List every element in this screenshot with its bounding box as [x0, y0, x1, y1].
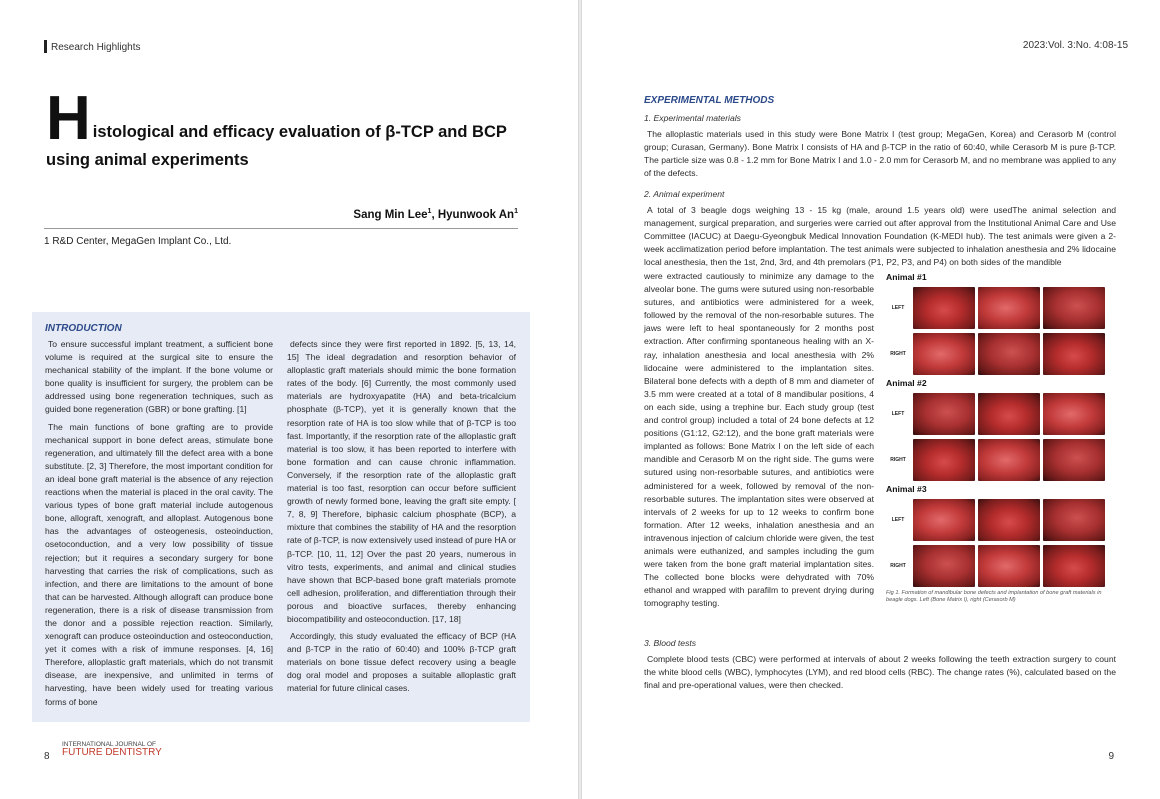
issue-info: 2023:Vol. 3:No. 4:08-15 [1022, 40, 1128, 51]
surgery-photo [1043, 545, 1105, 587]
paragraph: The alloplastic materials used in this study were Bone Matrix I (test group; MegaGen, Korea) and Cerasorb M (control group; Curasan, Germany). Bone Matrix I consists of HA and β-TCP in the ratio of 60:40, while Cerasorb M is pure β-TCP. The particle size was 0.8 - 1.2 mm for Bone Matrix I and 1.0 - 2.0 mm for Cerasorb M, and no membrane was applied to any of the defects. [644, 129, 1116, 179]
surgery-photo [1043, 439, 1105, 481]
running-head-label: Research Highlights [51, 42, 141, 53]
photo-row [886, 438, 1120, 482]
affiliation: 1 R&D Center, MegaGen Implant Co., Ltd. [44, 236, 232, 247]
journal-name-small: INTERNATIONAL JOURNAL OF [62, 741, 157, 748]
surgery-photo [913, 439, 975, 481]
surgery-photo [978, 499, 1040, 541]
figure-animal-1 [886, 272, 1120, 376]
photo-row [886, 498, 1120, 542]
introduction-box [32, 312, 530, 722]
title-drop-cap: H [46, 84, 91, 153]
animal-label: Animal #2 [886, 378, 927, 388]
materials-text [644, 128, 1116, 180]
surgery-photo [978, 287, 1040, 329]
surgery-photo [1043, 499, 1105, 541]
photo-row [886, 544, 1120, 588]
author-list [353, 208, 518, 221]
subsection-heading: 2. Animal experiment [644, 189, 725, 199]
surgery-photo [978, 333, 1040, 375]
running-head [44, 40, 141, 53]
surgery-photo [913, 333, 975, 375]
surgery-photo [978, 393, 1040, 435]
subsection-heading: 1. Experimental materials [644, 113, 741, 123]
paragraph: A total of 3 beagle dogs weighing 13 - 15 kg (male, around 1.5 years old) were usedThe animal selection and management, surgical preparation, and surgeries were carried out after approval from the Institutional Animal Care and Use Committee (IACUC) at Daegu-Gyeongbuk Medical Innovation Foundation (K-MEDI hub). The test animals were given a 2-week acclimatization period before implantation. The test animals were subjected to inhalation anesthesia and 2% lidocaine local anesthesia, then the 1st, 2nd, 3rd, and 4th premolars (P1, P2, P3, and P4) on both sides of the mandible [644, 205, 1116, 268]
paragraph: Complete blood tests (CBC) were performed at intervals of about 2 weeks following the teeth extraction surgery to count the white blood cells (WBC), lymphocytes (LYM), and red blood cells (RBC). The change rates (%), calculated based on the final and pre-operational values, were then checked. [644, 654, 1116, 691]
author-separator: , [431, 208, 438, 221]
surgery-photo [913, 499, 975, 541]
journal-name [62, 741, 162, 757]
running-head-bar [44, 40, 47, 53]
author-name: Hyunwook An [437, 208, 515, 221]
row-label: RIGHT [890, 457, 906, 463]
animal-experiment-text-continued [644, 270, 874, 610]
paragraph: Accordingly, this study evaluated the efficacy of BCP (HA and β-TCP in the ratio of 60:40) and 100% β-TCP graft materials on bone tissue defect recovery using a beagle dog oral model and proposes a suitable alloplastic graft material for future clinical cases. [287, 631, 516, 694]
row-label: LEFT [891, 305, 905, 311]
figure-caption: Fig 1. Formation of mandibular bone defects and implantation of bone graft materials in beagle dogs. Left (Bone Matrix I), right (Cerasorb M) [886, 590, 1102, 603]
paragraph: were extracted cautiously to minimize any damage to the alveolar bone. The gums were sutured using non-resorbable sutures, and antibiotics were administered for a week, followed by the removal of the non-resorbable sutures. The jaws were left to heal spontaneously for 2 months post extraction. After confirming spontaneous healing with an X-ray, inhalation anesthesia and local anesthesia with 2% lidocaine were administered to the implantation sites. Bilateral bone defects with a depth of 8 mm and diameter of 3.5 mm were created at a total of 8 mandibular positions, 4 on each side, using a trephine bur. Each study group (test and control group) included a total of 24 bone defects at 12 positions (G1:12, G2:12), and the bone graft materials were implanted as follows: Bone Matrix I on the left side of each mandible and Cerasorb M on the right side. The gums were sutured using non-resorbable sutures, and antibiotics were administered for a week, followed by removal of the non-resorbable sutures. The implantation sites were observed at intervals of 2 weeks for up to 12 weeks to confirm bone formation. After 12 weeks, inhalation anesthesia and an intravenous injection of calcium chloride were given, the test animals were euthanized, and samples including the gum were taken from the bone graft material implantation sites. The collected bone blocks were dehydrated with 70% ethanol and wrapped with parafilm to prevent drying during tomography testing. [644, 271, 874, 609]
photo-row [886, 392, 1120, 436]
surgery-photo [978, 545, 1040, 587]
photo-row [886, 286, 1120, 330]
journal-name-large: FUTURE DENTISTRY [62, 747, 162, 758]
author-name: Sang Min Lee [353, 208, 428, 221]
page-number: 8 [44, 751, 50, 762]
figure-animal-3 [886, 484, 1120, 588]
row-label: LEFT [891, 517, 905, 523]
row-label: RIGHT [890, 351, 906, 357]
animal-label: Animal #3 [886, 484, 927, 494]
page-number: 9 [1108, 751, 1114, 762]
introduction-column-1 [45, 338, 273, 713]
row-label: RIGHT [890, 563, 906, 569]
figure-animal-2 [886, 378, 1120, 482]
surgery-photo [978, 439, 1040, 481]
paragraph: defects since they were first reported in 1892. [5, 13, 14, 15] The ideal degradation and resorption behavior of alloplastic graft materials should mimic the bone formation rates of the body. [6] Currently, the most commonly used materials are hydroxyapatite (HA) and beta-tricalcium phosphate (β-TCP), yet it is generally known that the resorption rate of HA is too slow while that of β-TCP is too fast. Importantly, if the resorption rate of the alloplastic graft material is too slow, it has been reported to interfere with bone formation and can cause chronic inflammation. Conversely, if the resorption rate of the alloplastic graft material is too fast, resorption can occur before sufficient growth of newly formed bone, leaving the graft site empty. [ 7, 8, 9] Therefore, biphasic calcium phosphate (BCP), a mixture that combines the stability of HA and the resorption rate of β-TCP, is now extensively used instead of pure HA or β-TCP. [10, 11, 12] Over the past 20 years, numerous in vitro tests, experiments, and animal and clinical studies have shown that BCP-based bone graft materials promote cell adhesion, proliferation, and differentiation through their porous and bioactive surfaces, thereby enhancing biocompatibility and osteoconduction. [17, 18] [287, 339, 516, 624]
author-affiliation-mark: 1 [427, 208, 432, 215]
paragraph: The main functions of bone grafting are to provide mechanical support in bone defect areas, stimulate bone regeneration, and ultimately fill the defect area with a bone substitute. [2, 3] Therefore, the most important condition for an ideal bone graft material is the absence of any rejection reactions when the material is placed in the oral cavity. The various types of bone graft material include autogenous bone, allograft, xenograft, and alloplast. Autogenous bone has the advantages of osteogenesis, osteoinduction, osetoconduction, and a very low possibility of tissue rejection; but it requires a secondary surgery for bone harvesting that carries the risk of complications, such as infection, and there are limitations to the amount of bone that can be harvested. Although allograft can produce bone regeneration, there is a risk of disease transmission from the donor and a possible rejection reaction. Similarly, xenograft can produce osteoinduction and osteoconduction, yet it comes with a risk of immune responses. [4, 16] Therefore, alloplastic graft materials, which do not transmit disease, are inexpensive, and unlimited in terms of harvesting, have been widely used for treating various forms of bone [45, 421, 273, 707]
blood-tests-text [644, 653, 1116, 692]
article-title [46, 84, 526, 174]
photo-row [886, 332, 1120, 376]
surgery-photo [913, 545, 975, 587]
author-affiliation-mark: 1 [514, 208, 518, 215]
surgery-photo [1043, 287, 1105, 329]
introduction-column-2 [287, 338, 516, 700]
section-heading-methods: EXPERIMENTAL METHODS [644, 95, 775, 106]
subsection-heading: 3. Blood tests [644, 638, 697, 648]
surgery-photo [913, 287, 975, 329]
surgery-photo [1043, 393, 1105, 435]
title-text: istological and efficacy evaluation of β-TCP and BCP using animal experiments [46, 123, 507, 169]
animal-label: Animal #1 [886, 272, 927, 282]
surgery-photo [1043, 333, 1105, 375]
surgery-photo [913, 393, 975, 435]
figure-1 [886, 272, 1120, 604]
left-page [0, 0, 578, 799]
paragraph: To ensure successful implant treatment, a sufficient bone volume is required at the surgical site to ensure the mechanical stability of the implant. If the bone volume or bone quality is insufficient for surgery, the problem can be addressed using bone regeneration techniques, such as guided bone regeneration (GBR) or bone grafting. [1] [45, 339, 273, 415]
right-page [582, 0, 1160, 799]
section-heading-introduction: INTRODUCTION [45, 323, 122, 334]
animal-experiment-text [644, 204, 1116, 269]
row-label: LEFT [891, 411, 905, 417]
divider [44, 228, 518, 229]
